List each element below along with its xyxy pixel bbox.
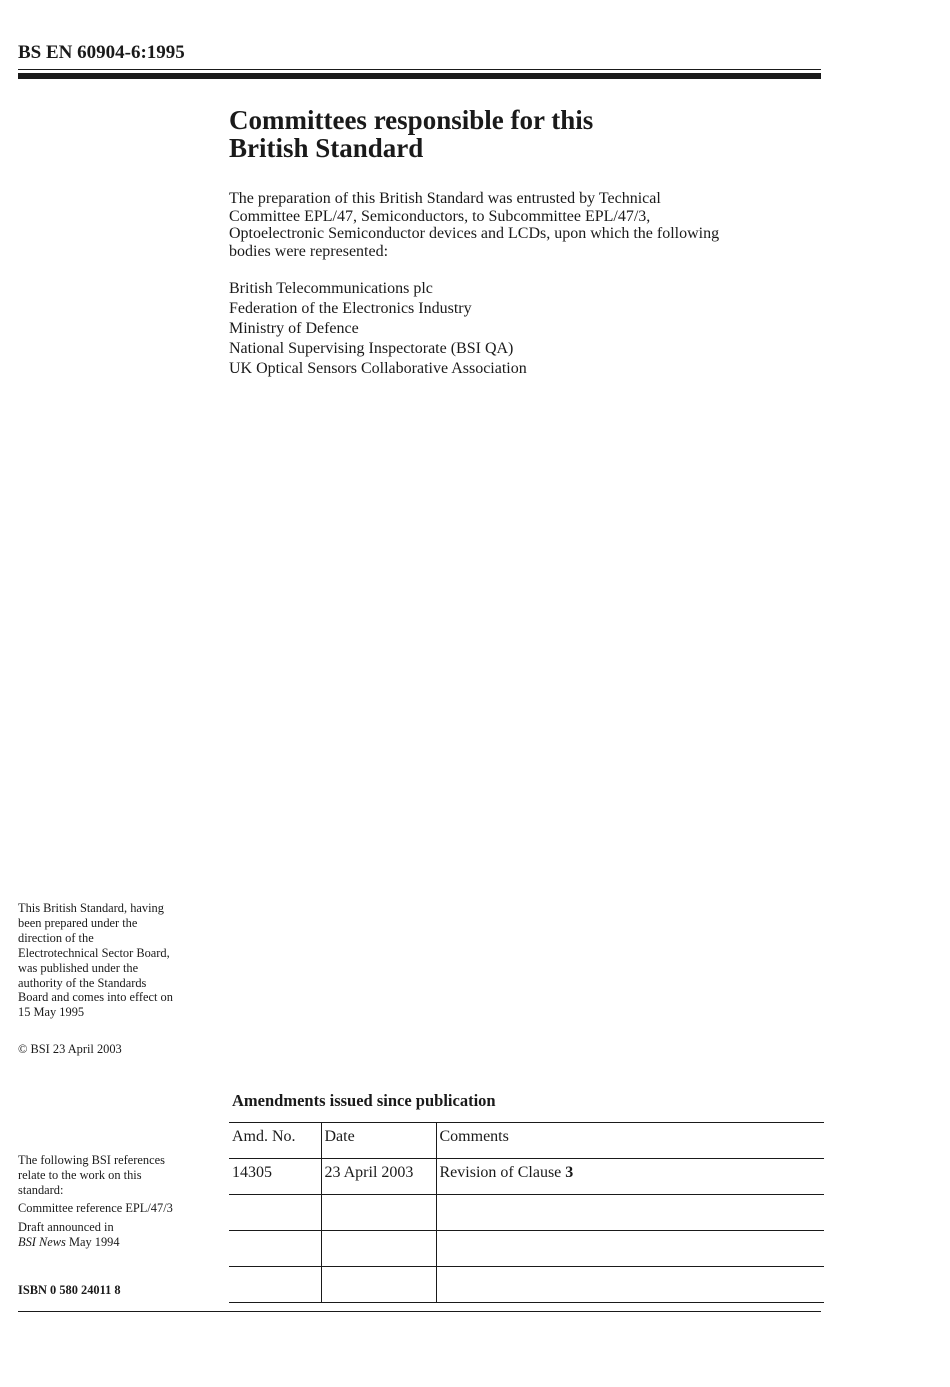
draft-announced-date: May 1994 — [65, 1234, 120, 1249]
publication-note — [18, 901, 218, 1020]
publication-note-line: was published under the — [18, 960, 139, 975]
empty-cell — [229, 1267, 321, 1303]
list-item: Federation of the Electronics Industry — [229, 300, 472, 317]
draft-announced-line: Draft announced in — [18, 1220, 114, 1235]
references-line-3: standard: — [18, 1182, 64, 1197]
table-header-row — [229, 1123, 824, 1159]
document-id: BS EN 60904-6:1995 — [18, 42, 185, 63]
comments-cell — [436, 1159, 824, 1195]
amendments-title: Amendments issued since publication — [232, 1091, 496, 1110]
publication-note-line: Electrotechnical Sector Board, — [18, 945, 170, 960]
empty-cell — [436, 1267, 824, 1303]
intro-line-3: Optoelectronic Semiconductor devices and LCDs, upon which the following — [229, 225, 720, 243]
empty-cell — [436, 1231, 824, 1267]
intro-line-4: bodies were represented: — [229, 242, 389, 260]
footer-rule — [18, 1311, 821, 1312]
publication-note-line: authority of the Standards — [18, 975, 147, 990]
represented-bodies-list — [229, 279, 527, 379]
list-item: British Telecommunications plc — [229, 280, 433, 297]
draft-announced-source — [18, 1235, 218, 1250]
references-line-1: The following BSI references — [18, 1153, 165, 1167]
table-row — [229, 1231, 824, 1267]
intro-line-1: The preparation of this British Standard was entrusted by Technical — [229, 190, 661, 207]
column-header-date: Date — [321, 1123, 436, 1159]
list-item: Ministry of Defence — [229, 320, 359, 337]
empty-cell — [321, 1267, 436, 1303]
publication-note-line: 15 May 1995 — [18, 1005, 85, 1020]
bsi-news-title: BSI News — [18, 1234, 66, 1249]
table-row — [229, 1195, 824, 1231]
column-header-amd-no: Amd. No. — [229, 1123, 321, 1159]
comment-text: Revision of Clause — [439, 1164, 566, 1181]
intro-line-2: Committee EPL/47, Semiconductors, to Subcommittee EPL/47/3, — [229, 207, 651, 225]
header-rule-thick — [18, 73, 821, 79]
table-row — [229, 1159, 824, 1195]
table-row — [229, 1267, 824, 1303]
publication-note-line: been prepared under the — [18, 915, 138, 930]
publication-note-line: Board and comes into effect on — [18, 990, 173, 1005]
amd-no-cell: 14305 — [229, 1159, 321, 1195]
publication-note-line: direction of the — [18, 930, 94, 945]
page-title-line-2: British Standard — [229, 133, 424, 163]
header-rule-thin — [18, 69, 821, 70]
amendments-table — [229, 1122, 824, 1303]
list-item: UK Optical Sensors Collaborative Association — [229, 360, 527, 377]
isbn: ISBN 0 580 24011 8 — [18, 1283, 121, 1297]
bsi-references — [18, 1153, 218, 1250]
column-header-comments: Comments — [436, 1123, 824, 1159]
date-cell: 23 April 2003 — [321, 1159, 436, 1195]
list-item: National Supervising Inspectorate (BSI QA) — [229, 340, 514, 357]
empty-cell — [436, 1195, 824, 1231]
empty-cell — [229, 1195, 321, 1231]
page-title-line-1: Committees responsible for this — [229, 105, 594, 135]
publication-note-line: This British Standard, having — [18, 901, 164, 915]
empty-cell — [229, 1231, 321, 1267]
committee-reference: Committee reference EPL/47/3 — [18, 1201, 173, 1216]
copyright-notice: © BSI 23 April 2003 — [18, 1042, 122, 1056]
page-title — [229, 106, 593, 162]
references-line-2: relate to the work on this — [18, 1167, 142, 1182]
clause-number: 3 — [565, 1164, 574, 1181]
empty-cell — [321, 1195, 436, 1231]
intro-paragraph — [229, 190, 829, 260]
empty-cell — [321, 1231, 436, 1267]
